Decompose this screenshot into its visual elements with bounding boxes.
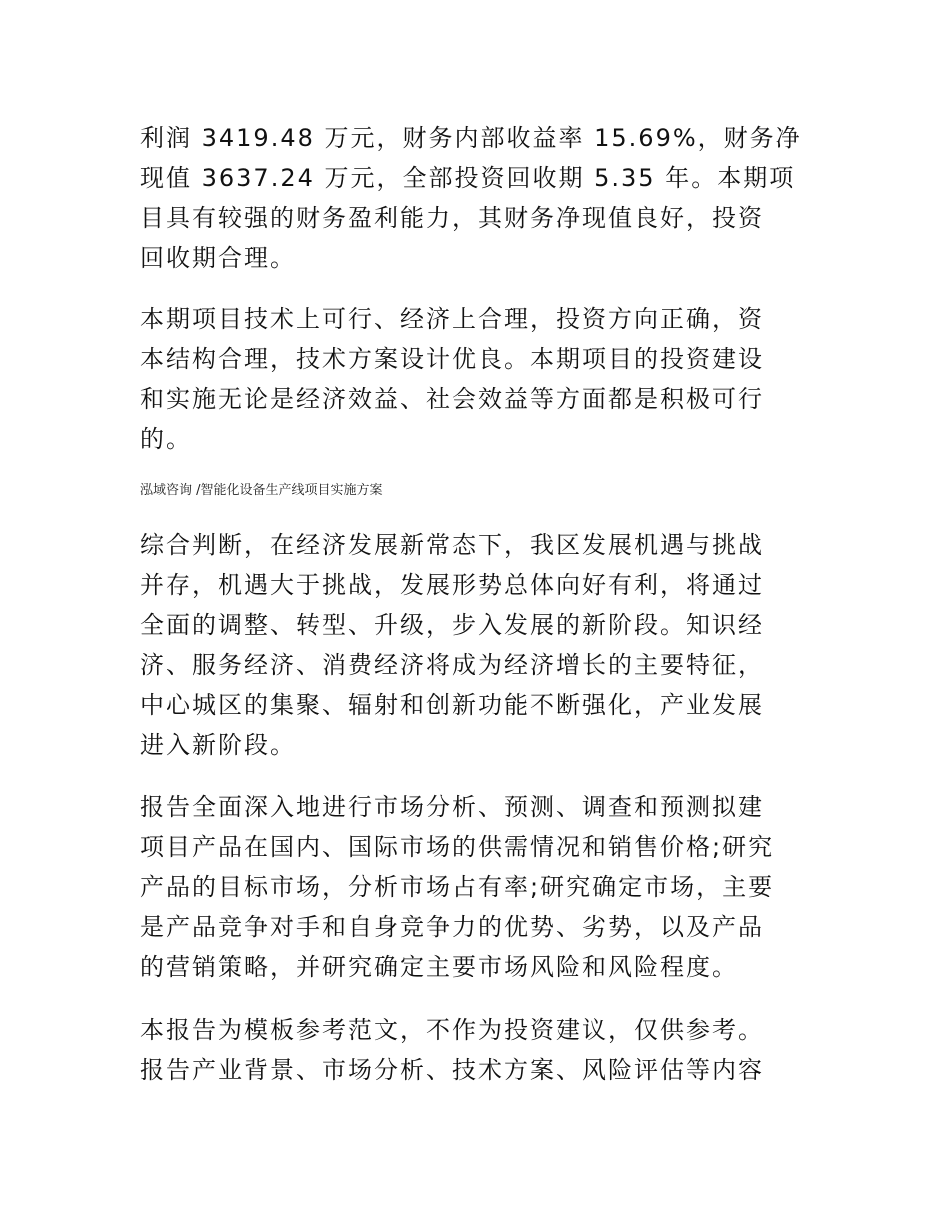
text-line: 和实施无论是经济效益、社会效益等方面都是积极可行 xyxy=(140,385,764,413)
text-line: 利润 3419.48 万元，财务内部收益率 15.69%，财务净 xyxy=(140,124,802,152)
text-line: 现值 3637.24 万元，全部投资回收期 5.35 年。本期项 xyxy=(140,164,796,192)
paragraph-financial-summary xyxy=(140,118,820,278)
text-line: 中心城区的集聚、辐射和创新功能不断强化，产业发展 xyxy=(140,691,764,719)
running-header: 泓域咨询 /智能化设备生产线项目实施方案 xyxy=(140,483,383,498)
text-line: 是产品竞争对手和自身竞争力的优势、劣势，以及产品 xyxy=(140,913,764,941)
text-line: 本期项目技术上可行、经济上合理，投资方向正确，资 xyxy=(140,305,764,333)
text-line: 回收期合理。 xyxy=(140,244,296,272)
text-line: 的。 xyxy=(140,425,192,453)
text-line: 并存，机遇大于挑战，发展形势总体向好有利，将通过 xyxy=(140,571,764,599)
paragraph-feasibility xyxy=(140,299,820,459)
paragraph-market-analysis xyxy=(140,787,820,987)
text-line: 综合判断，在经济发展新常态下，我区发展机遇与挑战 xyxy=(140,531,764,559)
paragraph-disclaimer xyxy=(140,1010,820,1090)
paragraph-overall-judgement xyxy=(140,525,820,765)
text-line: 本报告为模板参考范文，不作为投资建议，仅供参考。 xyxy=(140,1016,764,1044)
text-line: 济、服务经济、消费经济将成为经济增长的主要特征， xyxy=(140,651,764,679)
text-line: 本结构合理，技术方案设计优良。本期项目的投资建设 xyxy=(140,345,764,373)
text-line: 全面的调整、转型、升级，步入发展的新阶段。知识经 xyxy=(140,611,764,639)
text-line: 产品的目标市场，分析市场占有率;研究确定市场，主要 xyxy=(140,873,775,901)
text-line: 进入新阶段。 xyxy=(140,731,296,759)
text-line: 报告产业背景、市场分析、技术方案、风险评估等内容 xyxy=(140,1056,764,1084)
text-line: 目具有较强的财务盈利能力，其财务净现值良好，投资 xyxy=(140,204,764,232)
text-line: 项目产品在国内、国际市场的供需情况和销售价格;研究 xyxy=(140,833,775,861)
text-line: 报告全面深入地进行市场分析、预测、调查和预测拟建 xyxy=(140,793,764,821)
text-line: 的营销策略，并研究确定主要市场风险和风险程度。 xyxy=(140,953,738,981)
